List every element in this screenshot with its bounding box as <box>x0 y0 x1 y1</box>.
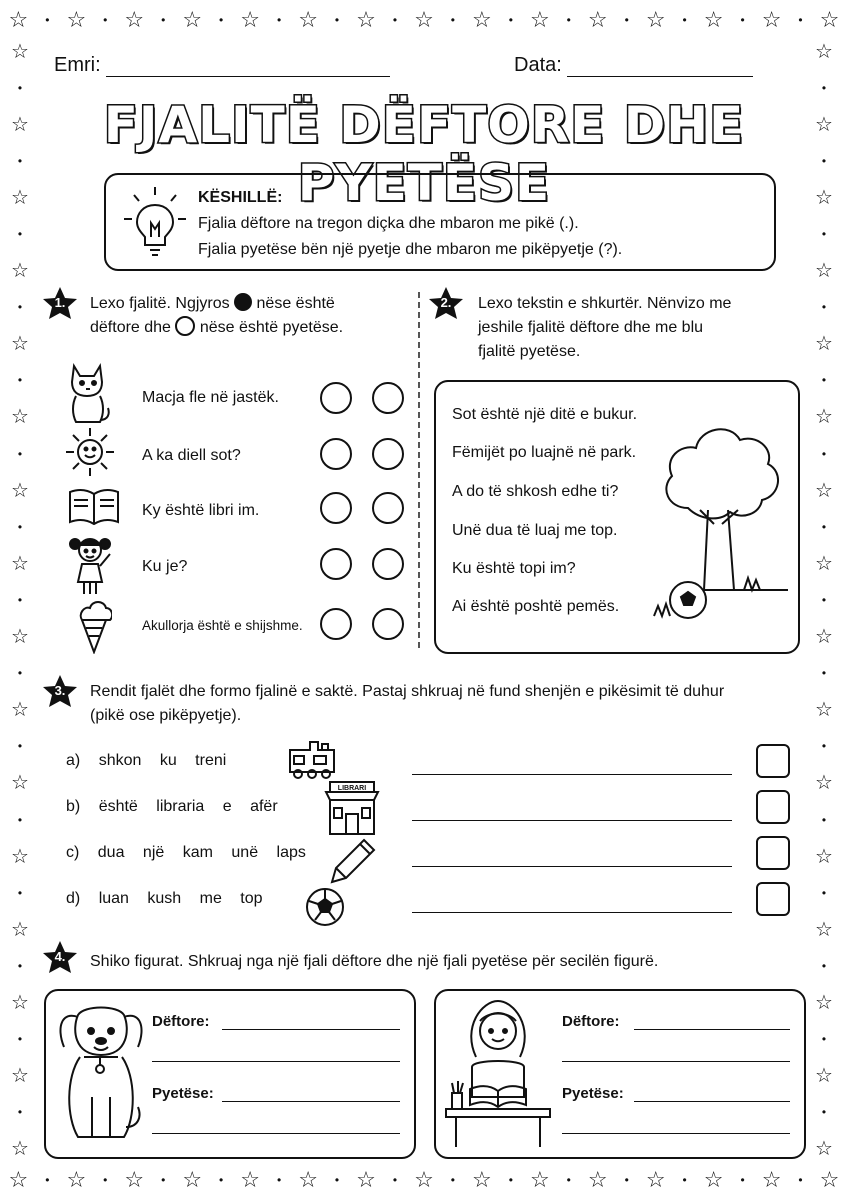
ball-icon <box>304 886 346 928</box>
girl-question-label: Pyetëse: <box>562 1085 624 1102</box>
girl-icon <box>66 534 118 596</box>
story-sentence-4[interactable]: Unë dua të luaj me top. <box>452 522 618 539</box>
story-sentence-5[interactable]: Ku është topi im? <box>452 560 576 577</box>
ex2-instr-line-3: fjalitë pyetëse. <box>478 343 581 360</box>
date-field[interactable] <box>567 56 753 77</box>
tip-line-2: Fjalia pyetëse bën një pyetje dhe mbaron me pikëpyetje (?). <box>198 241 623 258</box>
girl-declarative-line-2[interactable] <box>562 1061 790 1062</box>
lightbulb-icon <box>120 183 190 263</box>
exercise-4-number: 4. <box>54 949 66 964</box>
ex1-item-4-circle-a[interactable] <box>320 548 352 580</box>
exercise-2-instruction <box>478 292 731 364</box>
cat-icon <box>64 362 114 424</box>
train-icon <box>286 738 342 780</box>
ex2-instr-line-2: jeshile fjalitë dëftore dhe me blu <box>478 319 704 336</box>
ex1-item-2-circle-a[interactable] <box>320 438 352 470</box>
library-sign: LIBRARI <box>337 785 367 792</box>
border-left: ☆ • ☆ • ☆ • ☆ • ☆ • ☆ • ☆ • ☆ • ☆ • ☆ • ☆ • ☆ • ☆ • ☆ • ☆ • ☆ <box>11 40 29 1161</box>
ex3-instr-line-1: Rendit fjalët dhe formo fjalinë e saktë. Pastaj shkruaj në fund shenjën e pikësimit të duhur <box>90 683 725 700</box>
ex2-instr-line-1: Lexo tekstin e shkurtër. Nënvizo me <box>478 295 732 312</box>
ex3-row-c-letter: c) <box>66 844 80 861</box>
ex3-answer-line-a[interactable] <box>412 774 732 775</box>
dog-icon <box>56 997 146 1147</box>
exercise-2-badge <box>428 286 464 322</box>
ex1-item-1-circle-a[interactable] <box>320 382 352 414</box>
ex3-punctuation-box-a[interactable] <box>756 744 790 778</box>
ex3-row-d-letter: d) <box>66 890 81 907</box>
ex1-item-1-text: Macja fle në jastëk. <box>142 389 279 406</box>
pencil-icon <box>330 838 376 884</box>
ex1-instr-part-a: Lexo fjalitë. Ngjyros <box>90 295 230 312</box>
ex1-item-2-circle-b[interactable] <box>372 438 404 470</box>
ice-cream-icon <box>76 598 112 654</box>
tip-heading: KËSHILLË: <box>198 189 283 206</box>
ex3-instr-line-2: (pikë ose pikëpyetje). <box>90 707 242 724</box>
exercise-1-number: 1. <box>54 295 66 310</box>
dog-declarative-line-2[interactable] <box>152 1061 400 1062</box>
ex3-row-a <box>66 752 226 770</box>
ex3-punctuation-box-c[interactable] <box>756 836 790 870</box>
empty-circle-icon <box>175 316 195 336</box>
ex1-item-2-text: A ka diell sot? <box>142 447 241 464</box>
border-bottom: ☆ • ☆ • ☆ • ☆ • ☆ • ☆ • ☆ • ☆ • ☆ • ☆ • ☆ • ☆ • ☆ • ☆ • ☆ <box>8 1167 840 1192</box>
girl-question-line-1[interactable] <box>634 1101 790 1102</box>
ex1-item-1-circle-b[interactable] <box>372 382 404 414</box>
figure-box-dog <box>44 989 416 1159</box>
filled-circle-icon <box>234 293 252 311</box>
story-sentence-6[interactable]: Ai është poshtë pemës. <box>452 598 620 615</box>
dog-declarative-line-1[interactable] <box>222 1029 400 1030</box>
ex1-item-3-text: Ky është libri im. <box>142 502 260 519</box>
girl-declarative-line-1[interactable] <box>634 1029 790 1030</box>
book-icon <box>66 486 122 528</box>
ex1-item-4-text: Ku je? <box>142 558 188 575</box>
exercise-3-instruction <box>90 680 724 728</box>
sun-icon <box>64 426 116 478</box>
story-sentence-2[interactable]: Fëmijët po luajnë në park. <box>452 444 637 461</box>
ex3-row-b-words: është libraria e afër <box>98 798 278 815</box>
exercise-1-badge <box>42 286 78 322</box>
ex1-item-5-text: Akullorja është e shijshme. <box>142 618 303 633</box>
reading-girl-icon <box>442 997 554 1149</box>
ex3-row-a-letter: a) <box>66 752 81 769</box>
ex3-answer-line-d[interactable] <box>412 912 732 913</box>
date-label: Data: <box>514 54 562 76</box>
border-top: ☆ • ☆ • ☆ • ☆ • ☆ • ☆ • ☆ • ☆ • ☆ • ☆ • ☆ • ☆ • ☆ • ☆ • ☆ <box>8 7 840 32</box>
ex3-row-b-letter: b) <box>66 798 81 815</box>
girl-declarative-label: Dëftore: <box>562 1013 620 1030</box>
story-box <box>434 380 800 654</box>
name-label: Emri: <box>54 54 101 76</box>
ex3-answer-line-c[interactable] <box>412 866 732 867</box>
ex1-item-4-circle-b[interactable] <box>372 548 404 580</box>
page-title: FJALITË DËFTORE DHE PYETËSE <box>103 96 745 212</box>
tip-box <box>104 173 776 271</box>
exercise-2-number: 2. <box>440 295 452 310</box>
dog-declarative-label: Dëftore: <box>152 1013 210 1030</box>
exercise-4-instruction: Shiko figurat. Shkruaj nga një fjali dëftore dhe një fjali pyetëse për secilën figurë. <box>90 953 659 970</box>
ex1-instr-part-d: nëse është pyetëse. <box>199 319 344 336</box>
ex1-instr-part-c: dëftore dhe <box>90 319 171 336</box>
ex3-row-d-words: luan kush me top <box>98 890 263 907</box>
border-right: ☆ • ☆ • ☆ • ☆ • ☆ • ☆ • ☆ • ☆ • ☆ • ☆ • ☆ • ☆ • ☆ • ☆ • ☆ • ☆ <box>815 40 833 1161</box>
soccer-ball-icon <box>652 578 712 622</box>
ex1-item-5-circle-a[interactable] <box>320 608 352 640</box>
exercise-3-badge <box>42 674 78 710</box>
dog-question-line-1[interactable] <box>222 1101 400 1102</box>
ex3-row-c-words: dua një kam unë laps <box>97 844 306 861</box>
exercise-4-badge <box>42 940 78 976</box>
name-row <box>54 54 390 77</box>
ex3-row-d <box>66 890 263 908</box>
ex3-row-c <box>66 844 306 862</box>
library-icon <box>322 780 382 836</box>
exercise-1-instruction <box>90 292 343 340</box>
ex1-item-3-circle-a[interactable] <box>320 492 352 524</box>
story-sentence-1[interactable]: Sot është një ditë e bukur. <box>452 406 638 423</box>
ex3-punctuation-box-d[interactable] <box>756 882 790 916</box>
dog-question-line-2[interactable] <box>152 1133 400 1134</box>
ex3-punctuation-box-b[interactable] <box>756 790 790 824</box>
dog-question-label: Pyetëse: <box>152 1085 214 1102</box>
girl-question-line-2[interactable] <box>562 1133 790 1134</box>
ex1-item-5-circle-b[interactable] <box>372 608 404 640</box>
tip-line-1: Fjalia dëftore na tregon diçka dhe mbaron me pikë (.). <box>198 215 579 232</box>
figure-box-girl <box>434 989 806 1159</box>
exercise-3-number: 3. <box>54 683 66 698</box>
ex1-instr-part-b: nëse është <box>256 295 335 312</box>
ex3-row-b <box>66 798 278 816</box>
story-sentence-3[interactable]: A do të shkosh edhe ti? <box>452 483 619 500</box>
ex3-row-a-words: shkon ku treni <box>98 752 227 769</box>
section-divider <box>418 292 420 648</box>
name-field[interactable] <box>106 56 390 77</box>
ex3-answer-line-b[interactable] <box>412 820 732 821</box>
date-row <box>514 54 753 77</box>
ex1-item-3-circle-b[interactable] <box>372 492 404 524</box>
